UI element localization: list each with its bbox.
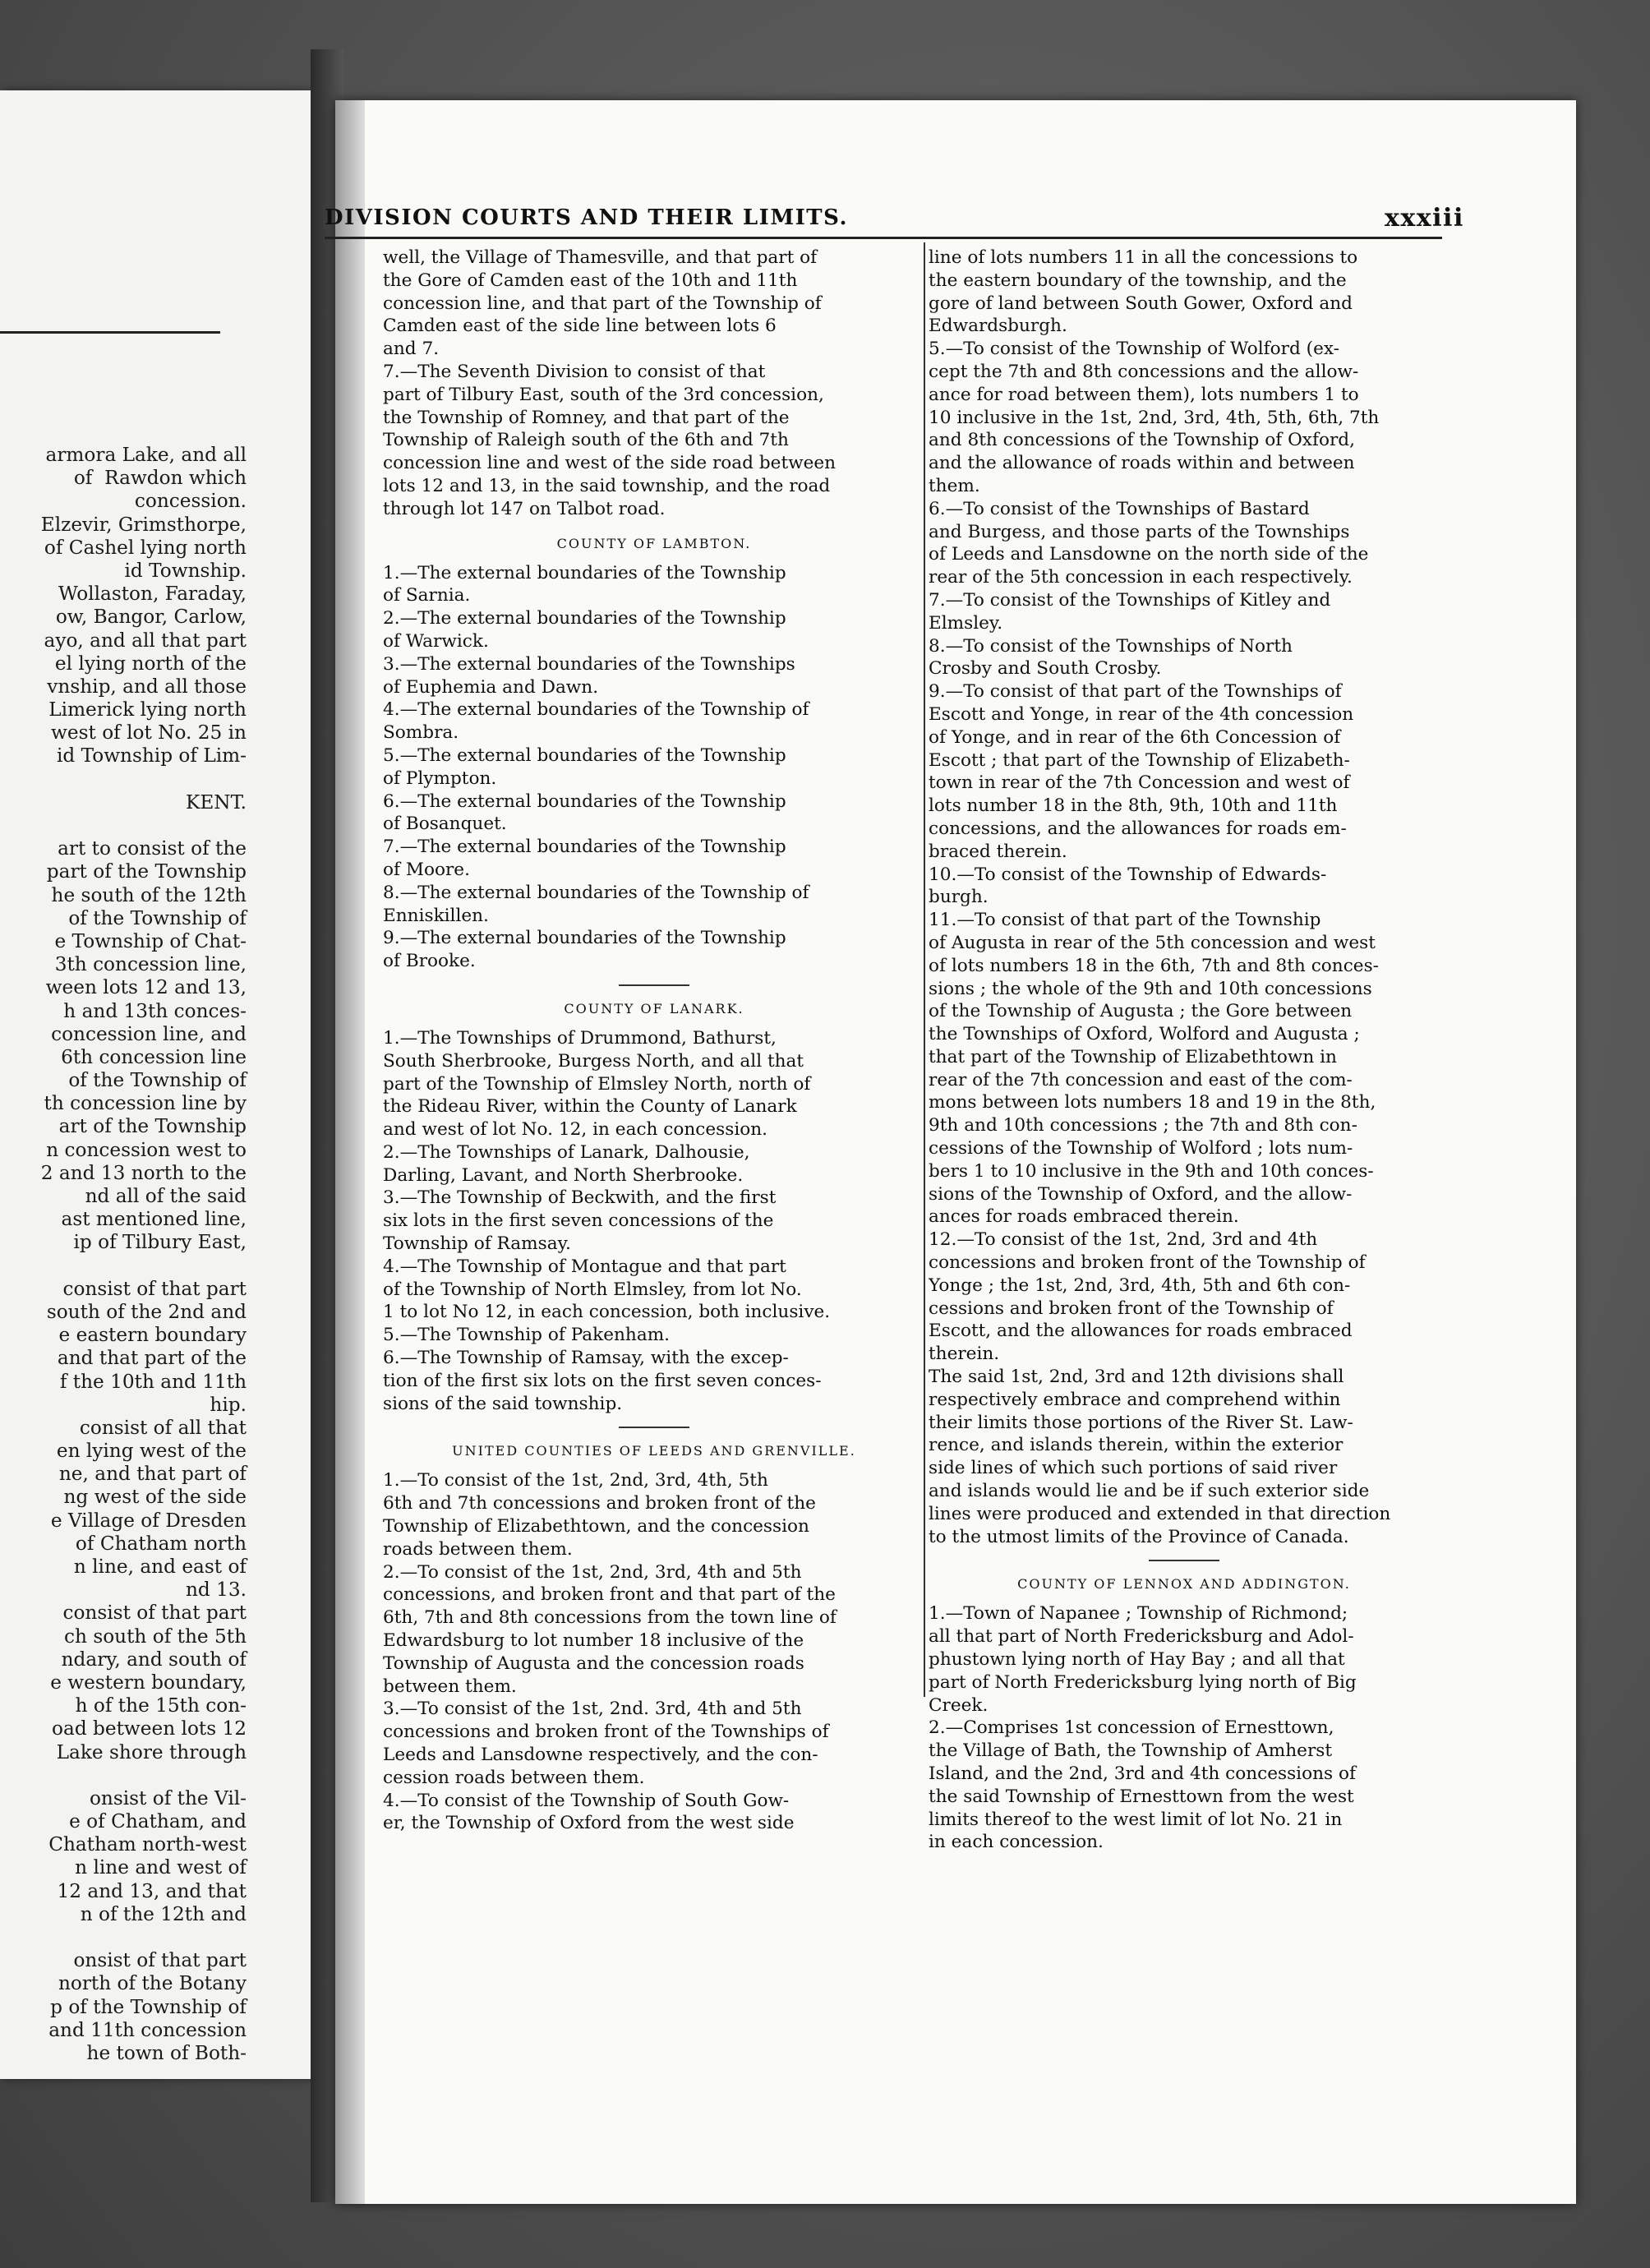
- section-separator: [619, 1427, 689, 1428]
- text-line: Township of Augusta and the concession roads: [383, 1653, 804, 1674]
- left-fragment-line: ng west of the side: [63, 1486, 247, 1509]
- text-line: limits thereof to the west limit of lot No. 21 in: [929, 1809, 1343, 1830]
- text-line: through lot 147 on Talbot road.: [383, 498, 666, 519]
- text-line: the said Township of Ernesttown from the west: [929, 1786, 1354, 1807]
- text-line: 1.—The external boundaries of the Township: [383, 562, 786, 583]
- text-line: 6th, 7th and 8th concessions from the town line of: [383, 1607, 837, 1629]
- text-line: 7.—The external boundaries of the Township: [383, 837, 786, 858]
- left-fragment-line: id Township.: [124, 559, 247, 582]
- left-fragment-line: 12 and 13, and that: [57, 1879, 247, 1902]
- left-fragment-line: Lake shore through: [56, 1740, 247, 1763]
- text-line: of Augusta in rear of the 5th concession and west: [929, 932, 1376, 953]
- text-line: Edwardsburg to lot number 18 inclusive of the: [383, 1630, 804, 1652]
- text-line: sions of the said township.: [383, 1393, 623, 1414]
- left-fragment-line: ow, Bangor, Carlow,: [55, 606, 247, 629]
- left-fragment-line: [0, 1764, 247, 1787]
- left-fragment-line: Elzevir, Grimsthorpe,: [40, 513, 247, 536]
- text-line: 2.—The external boundaries of the Township: [383, 608, 786, 629]
- text-line: 1 to lot No 12, in each concession, both inclusive.: [383, 1302, 831, 1323]
- left-fragment-line: and that part of the: [57, 1347, 247, 1370]
- text-line: Township of Elizabethtown, and the concession: [383, 1516, 809, 1537]
- left-fragment-line: of Chatham north: [75, 1532, 247, 1555]
- text-line: of the Township of North Elmsley, from lot No.: [383, 1279, 802, 1300]
- text-line: that part of the Township of Elizabethtown in: [929, 1046, 1337, 1067]
- text-line: ances for roads embraced therein.: [929, 1206, 1239, 1228]
- text-line: 10 inclusive in the 1st, 2nd, 3rd, 4th, 5th, 6th, 7th: [929, 407, 1380, 428]
- text-line: concession line and west of the side road between: [383, 453, 837, 474]
- text-line: therein.: [929, 1344, 1000, 1365]
- left-fragment-line: consist of that part: [62, 1277, 247, 1300]
- text-line: line of lots numbers 11 in all the concessions to: [929, 247, 1358, 268]
- text-line: 9.—The external boundaries of the Township: [383, 928, 786, 949]
- text-line: town in rear of the 7th Concession and west of: [929, 772, 1350, 794]
- left-fragment-line: hip.: [210, 1393, 247, 1416]
- text-line: lines were produced and extended in that direction: [929, 1503, 1391, 1524]
- left-page-text: [0, 444, 247, 2065]
- text-line: of Brooke.: [383, 951, 476, 972]
- text-line: rear of the 5th concession in each respectively.: [929, 567, 1353, 588]
- left-fragment-line: south of the 2nd and: [46, 1300, 247, 1323]
- left-fragment-line: of the Township of: [68, 1069, 247, 1092]
- left-fragment-line: armora Lake, and all: [45, 444, 247, 466]
- left-fragment-line: n line, and east of: [73, 1556, 247, 1578]
- text-line: and 8th concessions of the Township of Oxford,: [929, 430, 1355, 451]
- text-line: cessions of the Township of Wolford ; lots num-: [929, 1138, 1353, 1159]
- left-fragment-line: e of Chatham, and: [69, 1810, 247, 1833]
- left-fragment-line: he town of Both-: [86, 2041, 247, 2064]
- left-fragment-line: Wollaston, Faraday,: [58, 583, 247, 606]
- text-line: 4.—The Township of Montague and that part: [383, 1256, 786, 1277]
- text-line: and islands would lie and be if such exterior side: [929, 1481, 1370, 1502]
- text-line: the Townships of Oxford, Wolford and Augusta ;: [929, 1024, 1360, 1045]
- text-line: them.: [929, 475, 980, 496]
- text-line: 3.—The Township of Beckwith, and the first: [383, 1187, 777, 1209]
- text-line: lots 12 and 13, in the said township, and the road: [383, 475, 831, 496]
- text-line: 6th and 7th concessions and broken front of the: [383, 1493, 816, 1514]
- text-line: rear of the 7th concession and east of the com-: [929, 1069, 1353, 1090]
- text-line: phustown lying north of Hay Bay ; and all that: [929, 1649, 1345, 1671]
- text-line: well, the Village of Thamesville, and that part of: [383, 247, 818, 268]
- text-line: part of North Fredericksburg lying north of Big: [929, 1671, 1357, 1693]
- header-rule: [325, 237, 1442, 239]
- text-line: 9th and 10th concessions ; the 7th and 8th con-: [929, 1115, 1357, 1136]
- text-line: 6.—To consist of the Townships of Bastard: [929, 498, 1310, 519]
- text-line: rence, and islands therein, within the exterior: [929, 1435, 1344, 1456]
- running-header: [325, 204, 1464, 237]
- text-line: cept the 7th and 8th concessions and the allow-: [929, 361, 1359, 382]
- left-fragment-line: ne, and that part of: [58, 1463, 247, 1486]
- text-line: and 7.: [383, 339, 440, 360]
- text-line: Township of Ramsay.: [383, 1233, 571, 1255]
- section-heading: COUNTY OF LANARK.: [564, 1000, 744, 1016]
- text-line: cessions and broken front of the Township of: [929, 1298, 1334, 1319]
- left-fragment-line: el lying north of the: [54, 652, 247, 675]
- text-line: of Leeds and Lansdowne on the north side of the: [929, 544, 1369, 565]
- left-fragment-line: nd all of the said: [85, 1185, 247, 1207]
- text-line: concessions and broken front of the Townships of: [383, 1722, 829, 1743]
- section-heading: COUNTY OF LENNOX AND ADDINGTON.: [1017, 1576, 1351, 1593]
- text-line: Elmsley.: [929, 612, 1003, 634]
- text-line: concession line, and that part of the Township of: [383, 293, 822, 314]
- left-fragment-line: id Township of Lim-: [56, 744, 247, 768]
- page-number: xxxiii: [1385, 204, 1464, 233]
- text-line: Island, and the 2nd, 3rd and 4th concessions of: [929, 1763, 1356, 1784]
- text-line: lots number 18 in the 8th, 9th, 10th and 11th: [929, 795, 1338, 817]
- text-line: Camden east of the side line between lots 6: [383, 316, 777, 337]
- text-line: 2.—The Townships of Lanark, Dalhousie,: [383, 1141, 750, 1163]
- text-line: Leeds and Lansdowne respectively, and the con-: [383, 1745, 818, 1766]
- left-fragment-line: Limerick lying north: [48, 698, 247, 721]
- text-line: the Village of Bath, the Township of Amherst: [929, 1740, 1333, 1762]
- text-line: and the allowance of roads within and between: [929, 453, 1355, 474]
- left-fragment-line: th concession line by: [44, 1092, 247, 1115]
- left-fragment-line: [0, 1926, 247, 1949]
- text-line: Yonge ; the 1st, 2nd, 3rd, 4th, 5th and 6th con-: [929, 1275, 1351, 1296]
- left-fragment-line: of Cashel lying north: [44, 536, 247, 559]
- left-fragment-line: e Village of Dresden: [50, 1509, 247, 1532]
- text-line: Escott ; that part of the Township of Elizabeth-: [929, 749, 1350, 771]
- left-fragment-line: art to consist of the: [58, 837, 247, 860]
- left-fragment-line: 6th concession line: [61, 1045, 247, 1068]
- text-line: gore of land between South Gower, Oxford and: [929, 293, 1353, 314]
- left-fragment-line: [0, 768, 247, 791]
- text-column-right: [929, 247, 1440, 1854]
- text-line: ance for road between them), lots numbers 1 to: [929, 384, 1359, 405]
- text-line: mons between lots numbers 18 and 19 in the 8th,: [929, 1092, 1376, 1113]
- left-fragment-line: e western boundary,: [50, 1671, 247, 1694]
- left-fragment-line: e eastern boundary: [58, 1324, 247, 1347]
- text-line: tion of the first six lots on the first seven conces-: [383, 1370, 822, 1391]
- text-line: Township of Raleigh south of the 6th and 7th: [383, 430, 789, 451]
- left-fragment-line: concession line, and: [51, 1022, 247, 1045]
- text-line: 6.—The Township of Ramsay, with the excep-: [383, 1348, 789, 1369]
- text-line: 4.—To consist of the Township of South Gow-: [383, 1790, 790, 1811]
- text-line: of Plympton.: [383, 768, 497, 789]
- left-fragment-line: onsist of the Vil-: [89, 1786, 247, 1809]
- text-line: 4.—The external boundaries of the Township of: [383, 699, 809, 721]
- left-fragment-line: n concession west to: [46, 1138, 247, 1161]
- text-line: 11.—To consist of that part of the Township: [929, 910, 1321, 931]
- text-line: and Burgess, and those parts of the Townships: [929, 521, 1350, 542]
- text-line: the eastern boundary of the township, and the: [929, 270, 1347, 291]
- text-line: The said 1st, 2nd, 3rd and 12th divisions shall: [929, 1367, 1344, 1388]
- left-fragment-line: h and 13th conces-: [63, 999, 247, 1022]
- text-line: 2.—To consist of the 1st, 2nd, 3rd, 4th and 5th: [383, 1561, 802, 1583]
- left-fragment-line: ayo, and all that part: [44, 629, 247, 652]
- left-fragment-line: consist of that part: [62, 1602, 247, 1625]
- text-line: of Bosanquet.: [383, 814, 507, 835]
- section-separator: [1149, 1560, 1219, 1561]
- left-fragment-line: ip of Tilbury East,: [73, 1231, 247, 1254]
- left-fragment-line: n of the 12th and: [80, 1902, 247, 1925]
- left-header-rule: [0, 331, 220, 334]
- page-title: DIVISION COURTS AND THEIR LIMITS.: [325, 205, 849, 230]
- text-line: 7.—The Seventh Division to consist of that: [383, 361, 766, 382]
- left-fragment-line: and 11th concession: [48, 2018, 247, 2041]
- left-fragment-line: onsist of that part: [73, 1949, 247, 1972]
- left-fragment-line: north of the Botany: [58, 1972, 247, 1995]
- text-line: 3.—To consist of the 1st, 2nd. 3rd, 4th and 5th: [383, 1699, 802, 1720]
- left-fragment-line: KENT.: [186, 791, 247, 814]
- left-fragment-line: en lying west of the: [56, 1440, 247, 1463]
- text-line: between them.: [383, 1676, 517, 1697]
- text-line: 1.—To consist of the 1st, 2nd, 3rd, 4th, 5th: [383, 1470, 768, 1491]
- left-fragment-line: ndary, and south of: [61, 1648, 247, 1671]
- text-column-left: [383, 247, 925, 1835]
- text-line: of Sarnia.: [383, 585, 471, 606]
- text-line: to the utmost limits of the Province of Canada.: [929, 1526, 1349, 1547]
- left-fragment-line: ast mentioned line,: [61, 1208, 247, 1231]
- text-line: side lines of which such portions of said river: [929, 1458, 1338, 1479]
- text-line: Escott, and the allowances for roads embraced: [929, 1321, 1353, 1342]
- text-line: 8.—To consist of the Townships of North: [929, 635, 1293, 657]
- left-fragment-line: n line and west of: [75, 1856, 247, 1879]
- text-line: Darling, Lavant, and North Sherbrooke.: [383, 1164, 744, 1186]
- text-line: 1.—The Townships of Drummond, Bathurst,: [383, 1027, 777, 1049]
- text-line: part of Tilbury East, south of the 3rd concession,: [383, 384, 824, 405]
- text-line: of Moore.: [383, 859, 470, 880]
- left-fragment-line: h of the 15th con-: [75, 1694, 247, 1717]
- left-fragment-line: 3th concession line,: [54, 953, 247, 976]
- text-line: part of the Township of Elmsley North, north of: [383, 1073, 811, 1095]
- left-page-fragment: [0, 90, 311, 2079]
- text-line: the Rideau River, within the County of Lanark: [383, 1096, 797, 1118]
- text-line: of lots numbers 18 in the 6th, 7th and 8th conces-: [929, 955, 1379, 976]
- text-line: South Sherbrooke, Burgess North, and all that: [383, 1050, 804, 1072]
- left-fragment-line: nd 13.: [185, 1579, 247, 1602]
- text-line: Edwardsburgh.: [929, 316, 1067, 337]
- left-fragment-line: p of the Township of: [50, 1995, 247, 2018]
- left-fragment-line: [0, 1255, 247, 1278]
- text-line: Crosby and South Crosby.: [929, 658, 1162, 680]
- left-fragment-line: e Township of Chat-: [54, 929, 247, 952]
- text-line: of Euphemia and Dawn.: [383, 676, 599, 698]
- left-fragment-line: Chatham north-west: [48, 1833, 247, 1856]
- text-line: and west of lot No. 12, in each concession.: [383, 1119, 768, 1141]
- text-line: 2.—Comprises 1st concession of Ernesttown,: [929, 1717, 1334, 1739]
- text-line: concessions, and broken front and that part of the: [383, 1584, 836, 1606]
- left-fragment-line: ween lots 12 and 13,: [45, 976, 247, 999]
- text-line: 7.—To consist of the Townships of Kitley and: [929, 589, 1331, 611]
- section-heading: COUNTY OF LAMBTON.: [556, 535, 752, 551]
- page-curl-shadow: [335, 100, 365, 2204]
- left-fragment-line: he south of the 12th: [51, 883, 247, 906]
- left-fragment-line: f the 10th and 11th: [59, 1370, 247, 1393]
- text-line: roads between them.: [383, 1538, 573, 1560]
- text-line: 6.—The external boundaries of the Township: [383, 791, 786, 812]
- text-line: Sombra.: [383, 722, 459, 744]
- text-line: all that part of North Fredericksburg and Adol-: [929, 1626, 1354, 1648]
- text-line: of Warwick.: [383, 630, 489, 652]
- text-line: 12.—To consist of the 1st, 2nd, 3rd and 4th: [929, 1229, 1318, 1251]
- left-fragment-line: oad between lots 12: [52, 1717, 247, 1740]
- left-fragment-line: consist of all that: [79, 1416, 247, 1439]
- left-fragment-line: west of lot No. 25 in: [51, 721, 247, 744]
- text-line: Enniskillen.: [383, 905, 489, 926]
- text-line: er, the Township of Oxford from the west side: [383, 1813, 795, 1834]
- text-line: sions ; the whole of the 9th and 10th concessions: [929, 978, 1372, 999]
- text-line: the Township of Romney, and that part of the: [383, 407, 790, 428]
- section-separator: [619, 984, 689, 986]
- text-line: Creek.: [929, 1694, 989, 1716]
- left-fragment-line: of the Township of: [68, 906, 247, 929]
- left-fragment-line: concession.: [134, 490, 247, 513]
- text-line: 9.—To consist of that part of the Townships of: [929, 681, 1342, 703]
- left-fragment-line: 2 and 13 north to the: [40, 1161, 247, 1184]
- left-fragment-line: [0, 814, 247, 837]
- text-line: 8.—The external boundaries of the Township of: [383, 882, 809, 903]
- text-line: 3.—The external boundaries of the Townships: [383, 653, 795, 675]
- left-fragment-line: ch south of the 5th: [64, 1625, 247, 1648]
- text-line: bers 1 to 10 inclusive in the 9th and 10th conces-: [929, 1160, 1374, 1182]
- text-line: sions of the Township of Oxford, and the allow-: [929, 1183, 1353, 1205]
- text-line: concessions, and the allowances for roads em-: [929, 818, 1347, 839]
- text-line: concessions and broken front of the Township of: [929, 1252, 1366, 1274]
- text-line: 5.—To consist of the Township of Wolford (ex-: [929, 339, 1339, 360]
- text-line: 5.—The Township of Pakenham.: [383, 1325, 671, 1346]
- left-fragment-line: art of the Township: [58, 1115, 247, 1138]
- section-heading: UNITED COUNTIES OF LEEDS AND GRENVILLE.: [452, 1443, 856, 1459]
- text-line: 1.—Town of Napanee ; Township of Richmond;: [929, 1603, 1348, 1625]
- left-fragment-line: vnship, and all those: [47, 675, 247, 698]
- text-line: respectively embrace and comprehend within: [929, 1389, 1341, 1410]
- left-fragment-line: part of the Township: [46, 860, 247, 883]
- text-line: of the Township of Augusta ; the Gore between: [929, 1001, 1353, 1022]
- text-line: in each concession.: [929, 1832, 1104, 1853]
- text-line: braced therein.: [929, 841, 1067, 862]
- text-line: Escott and Yonge, in rear of the 4th concession: [929, 703, 1354, 725]
- text-line: their limits those portions of the River St. Law-: [929, 1412, 1353, 1433]
- text-line: of Yonge, and in rear of the 6th Concession of: [929, 726, 1341, 748]
- text-line: the Gore of Camden east of the 10th and 11th: [383, 270, 798, 291]
- text-line: cession roads between them.: [383, 1767, 645, 1788]
- text-line: 10.—To consist of the Township of Edwards-: [929, 864, 1327, 885]
- text-line: burgh.: [929, 887, 989, 908]
- text-line: 5.—The external boundaries of the Township: [383, 744, 786, 766]
- left-fragment-line: of Rawdon which: [73, 467, 247, 490]
- text-line: six lots in the first seven concessions of the: [383, 1210, 774, 1232]
